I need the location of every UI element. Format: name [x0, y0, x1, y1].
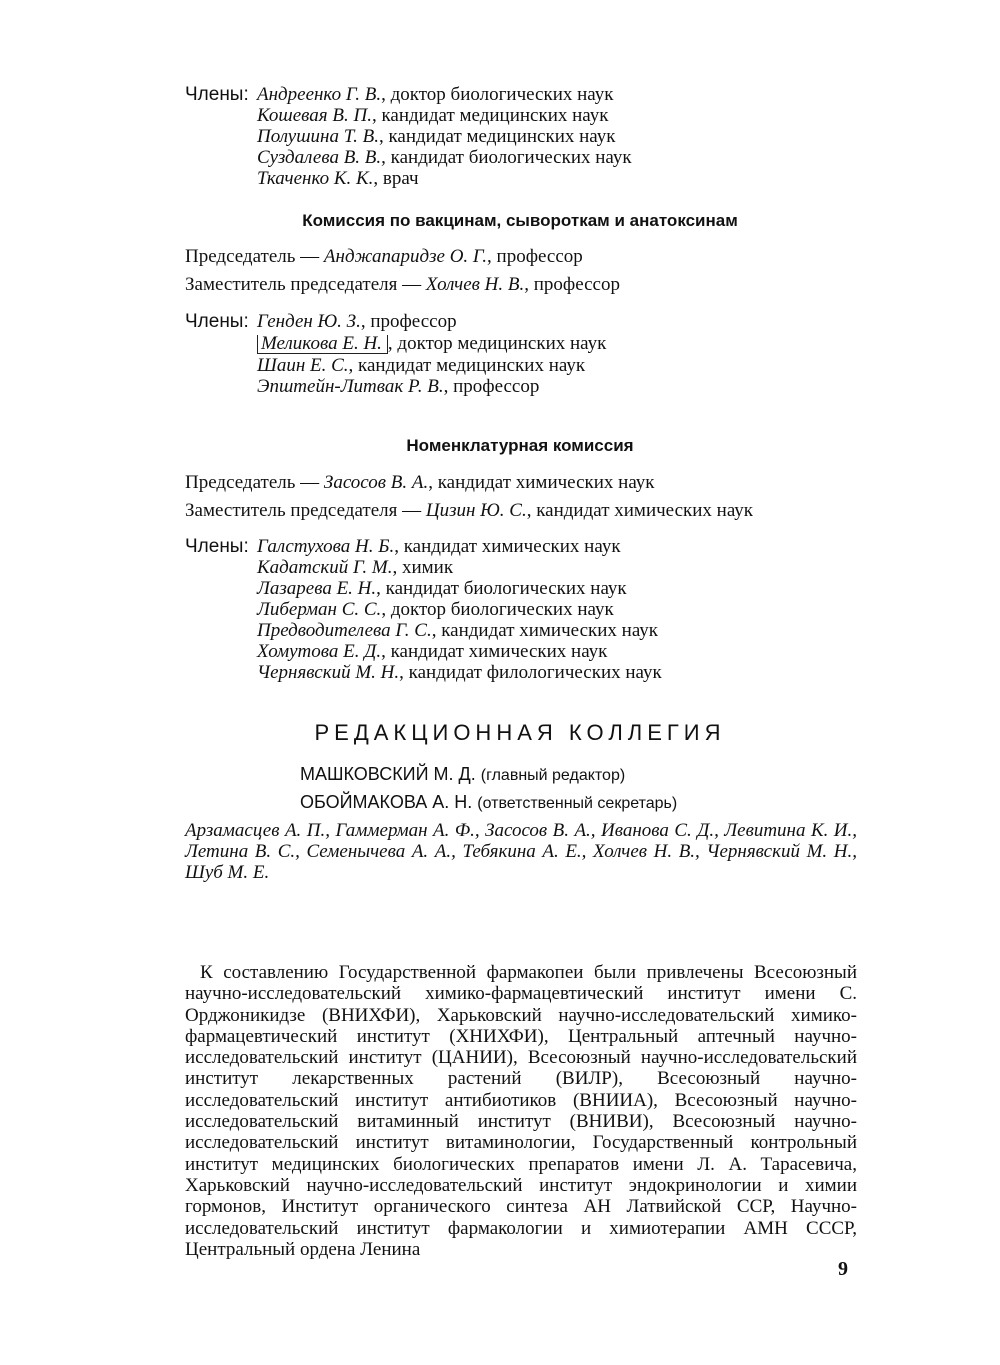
nomenclature-chair: Председатель — Засосов В. А., кандидат химических наук	[185, 472, 655, 493]
member-line: Генден Ю. З., профессор	[257, 311, 457, 332]
chief-editor: МАШКОВСКИЙ М. Д. (главный редактор)	[300, 764, 626, 784]
member-line: Предводителева Г. С., кандидат химических наук	[257, 620, 659, 641]
member-line: Кошевая В. П., кандидат медицинских наук	[257, 105, 609, 126]
member-line: Полушина Т. В., кандидат медицинских наук	[257, 126, 616, 147]
member-line: Кадатский Г. М., химик	[257, 557, 454, 578]
nomenclature-deputy: Заместитель председателя — Цизин Ю. С., кандидат химических наук	[185, 500, 754, 521]
member-line: Галстухова Н. Б., кандидат химических наук	[257, 536, 621, 557]
vaccine-members-block	[185, 311, 845, 397]
member-line: Эпштейн-Литвак Р. В., профессор	[257, 376, 540, 397]
member-line-deceased: Меликова Е. Н. , доктор медицинских наук	[257, 333, 845, 355]
member-line: Хомутова Е. Д., кандидат химических наук	[257, 641, 608, 662]
member-line: Шаин Е. С., кандидат медицинских наук	[257, 355, 586, 376]
executive-secretary: ОБОЙМАКОВА А. Н. (ответственный секретарь)	[300, 792, 678, 812]
nomenclature-commission-heading: Номенклатурная комиссия	[406, 436, 634, 455]
nomenclature-members-block	[185, 536, 845, 683]
members-label: Члены:	[185, 311, 249, 332]
vaccine-commission-heading: Комиссия по вакцинам, сывороткам и анатоксинам	[302, 211, 738, 230]
top-members-block	[185, 84, 845, 189]
member-line: Суздалева В. В., кандидат биологических наук	[257, 147, 632, 168]
member-line: Лазарева Е. Н., кандидат биологических наук	[257, 578, 627, 599]
page-number: 9	[838, 1258, 848, 1280]
member-line: Ткаченко К. К., врач	[257, 168, 419, 189]
mourning-frame: Меликова Е. Н.	[257, 335, 388, 354]
member-line: Либерман С. С., доктор биологических наук	[257, 599, 614, 620]
member-line: Чернявский М. Н., кандидат филологических наук	[257, 662, 662, 683]
editorial-board-members: Арзамасцев А. П., Гаммерман А. Ф., Засосов В. А., Иванова С. Д., Левитина К. И., Летина В. С., Семенычева А. А., Тебякина А. Е., Холчев Н. В., Чернявский М. Н., Шуб М. Е.	[185, 820, 857, 883]
members-label: Члены:	[185, 536, 249, 557]
vaccine-deputy: Заместитель председателя — Холчев Н. В., профессор	[185, 274, 620, 295]
members-label: Члены:	[185, 84, 249, 105]
editorial-board-heading: РЕДАКЦИОННАЯ КОЛЛЕГИЯ	[314, 720, 726, 745]
vaccine-chair: Председатель — Анджапаридзе О. Г., профессор	[185, 246, 583, 267]
body-paragraph: К составлению Государственной фармакопеи были привлечены Всесоюзный научно-исследовательский химико-фармацевтический институт имени С. Орджоникидзе (ВНИХФИ), Харьковский научно-исследовательский химико-фармацевтический институт (ХНИХФИ), Центральный аптечный научно-исследовательский институт (ЦАНИИ), Всесоюзный научно-исследовательский институт лекарственных растений (ВИЛР), Всесоюзный научно-исследовательский институт антибиотиков (ВНИИА), Всесоюзный научно-исследовательский витаминный институт (ВНИВИ), Всесоюзный научно-исследовательский институт витаминологии, Государственный контрольный институт медицинских биологических препаратов имени Л. А. Тарасевича, Харьковский научно-исследовательский институт эндокринологии и химии гормонов, Институт органического синтеза АН Латвийской ССР, Научно-исследовательский институт фармакологии и химиотерапии АМН СССР, Центральный ордена Ленина	[185, 962, 857, 1260]
member-line: Андреенко Г. В., доктор биологических наук	[257, 84, 614, 105]
